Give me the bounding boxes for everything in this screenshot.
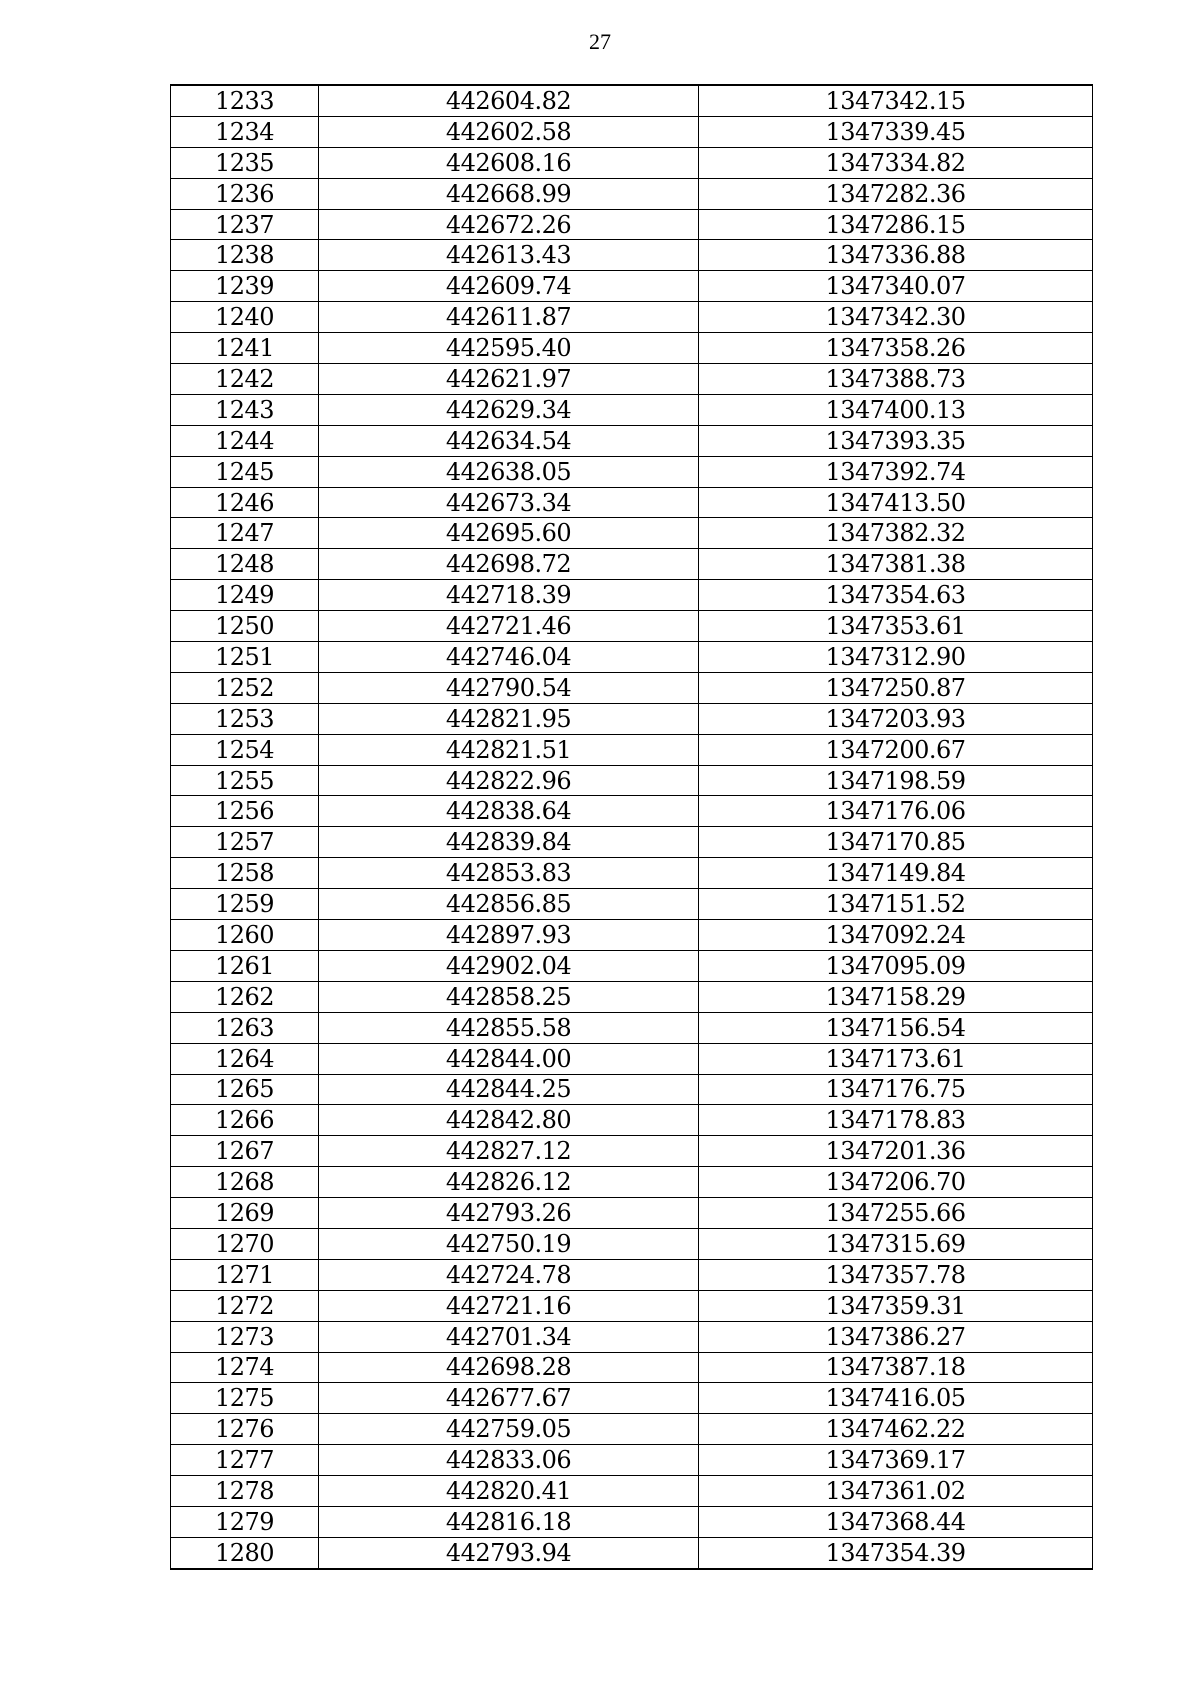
x-coordinate-cell: 442844.25	[319, 1074, 699, 1105]
table-row	[171, 178, 1093, 209]
x-coordinate-cell: 442602.58	[319, 116, 699, 147]
y-coordinate-cell: 1347173.61	[699, 1043, 1093, 1074]
point-number-cell: 1244	[171, 425, 319, 456]
x-coordinate-cell: 442595.40	[319, 333, 699, 364]
point-number-cell: 1241	[171, 333, 319, 364]
point-number-cell: 1265	[171, 1074, 319, 1105]
table-row	[171, 1167, 1093, 1198]
point-number-cell: 1237	[171, 209, 319, 240]
x-coordinate-cell: 442698.28	[319, 1352, 699, 1383]
table-row	[171, 1537, 1093, 1568]
point-number-cell: 1266	[171, 1105, 319, 1136]
table-row	[171, 1136, 1093, 1167]
table-row	[171, 364, 1093, 395]
x-coordinate-cell: 442844.00	[319, 1043, 699, 1074]
table-row	[171, 549, 1093, 580]
y-coordinate-cell: 1347386.27	[699, 1321, 1093, 1352]
table-row	[171, 1198, 1093, 1229]
x-coordinate-cell: 442853.83	[319, 858, 699, 889]
point-number-cell: 1279	[171, 1506, 319, 1537]
y-coordinate-cell: 1347149.84	[699, 858, 1093, 889]
table-row	[171, 1105, 1093, 1136]
table-row	[171, 1228, 1093, 1259]
point-number-cell: 1243	[171, 394, 319, 425]
table-row	[171, 85, 1093, 116]
y-coordinate-cell: 1347201.36	[699, 1136, 1093, 1167]
table-row	[171, 333, 1093, 364]
table-row	[171, 425, 1093, 456]
x-coordinate-cell: 442821.51	[319, 734, 699, 765]
x-coordinate-cell: 442793.26	[319, 1198, 699, 1229]
x-coordinate-cell: 442604.82	[319, 85, 699, 116]
y-coordinate-cell: 1347339.45	[699, 116, 1093, 147]
table-row	[171, 271, 1093, 302]
y-coordinate-cell: 1347381.38	[699, 549, 1093, 580]
x-coordinate-cell: 442718.39	[319, 580, 699, 611]
x-coordinate-cell: 442750.19	[319, 1228, 699, 1259]
point-number-cell: 1258	[171, 858, 319, 889]
point-number-cell: 1274	[171, 1352, 319, 1383]
table-row	[171, 1290, 1093, 1321]
point-number-cell: 1238	[171, 240, 319, 271]
table-row	[171, 1074, 1093, 1105]
y-coordinate-cell: 1347336.88	[699, 240, 1093, 271]
y-coordinate-cell: 1347203.93	[699, 703, 1093, 734]
table-row	[171, 1352, 1093, 1383]
point-number-cell: 1236	[171, 178, 319, 209]
y-coordinate-cell: 1347176.75	[699, 1074, 1093, 1105]
x-coordinate-cell: 442621.97	[319, 364, 699, 395]
point-number-cell: 1270	[171, 1228, 319, 1259]
table-row	[171, 1012, 1093, 1043]
table-row	[171, 240, 1093, 271]
y-coordinate-cell: 1347158.29	[699, 981, 1093, 1012]
x-coordinate-cell: 442790.54	[319, 672, 699, 703]
x-coordinate-cell: 442838.64	[319, 796, 699, 827]
y-coordinate-cell: 1347387.18	[699, 1352, 1093, 1383]
y-coordinate-cell: 1347151.52	[699, 889, 1093, 920]
point-number-cell: 1256	[171, 796, 319, 827]
x-coordinate-cell: 442672.26	[319, 209, 699, 240]
point-number-cell: 1261	[171, 950, 319, 981]
x-coordinate-cell: 442698.72	[319, 549, 699, 580]
x-coordinate-cell: 442721.16	[319, 1290, 699, 1321]
table-row	[171, 147, 1093, 178]
x-coordinate-cell: 442611.87	[319, 302, 699, 333]
table-row	[171, 1321, 1093, 1352]
x-coordinate-cell: 442793.94	[319, 1537, 699, 1568]
table-row	[171, 116, 1093, 147]
coordinates-table-body	[171, 85, 1093, 1569]
table-row	[171, 642, 1093, 673]
table-row	[171, 950, 1093, 981]
point-number-cell: 1264	[171, 1043, 319, 1074]
point-number-cell: 1273	[171, 1321, 319, 1352]
x-coordinate-cell: 442609.74	[319, 271, 699, 302]
point-number-cell: 1260	[171, 920, 319, 951]
x-coordinate-cell: 442842.80	[319, 1105, 699, 1136]
x-coordinate-cell: 442827.12	[319, 1136, 699, 1167]
y-coordinate-cell: 1347354.39	[699, 1537, 1093, 1568]
point-number-cell: 1246	[171, 487, 319, 518]
y-coordinate-cell: 1347342.15	[699, 85, 1093, 116]
y-coordinate-cell: 1347413.50	[699, 487, 1093, 518]
table-row	[171, 920, 1093, 951]
table-row	[171, 1383, 1093, 1414]
x-coordinate-cell: 442673.34	[319, 487, 699, 518]
y-coordinate-cell: 1347312.90	[699, 642, 1093, 673]
point-number-cell: 1263	[171, 1012, 319, 1043]
point-number-cell: 1240	[171, 302, 319, 333]
coordinates-table	[170, 84, 1093, 1570]
y-coordinate-cell: 1347382.32	[699, 518, 1093, 549]
point-number-cell: 1276	[171, 1414, 319, 1445]
table-row	[171, 1414, 1093, 1445]
point-number-cell: 1253	[171, 703, 319, 734]
table-row	[171, 1476, 1093, 1507]
x-coordinate-cell: 442820.41	[319, 1476, 699, 1507]
y-coordinate-cell: 1347286.15	[699, 209, 1093, 240]
table-row	[171, 1043, 1093, 1074]
x-coordinate-cell: 442858.25	[319, 981, 699, 1012]
x-coordinate-cell: 442613.43	[319, 240, 699, 271]
point-number-cell: 1262	[171, 981, 319, 1012]
x-coordinate-cell: 442695.60	[319, 518, 699, 549]
point-number-cell: 1259	[171, 889, 319, 920]
x-coordinate-cell: 442897.93	[319, 920, 699, 951]
y-coordinate-cell: 1347354.63	[699, 580, 1093, 611]
y-coordinate-cell: 1347340.07	[699, 271, 1093, 302]
point-number-cell: 1271	[171, 1259, 319, 1290]
page-number: 27	[589, 29, 611, 54]
y-coordinate-cell: 1347369.17	[699, 1445, 1093, 1476]
y-coordinate-cell: 1347206.70	[699, 1167, 1093, 1198]
x-coordinate-cell: 442668.99	[319, 178, 699, 209]
y-coordinate-cell: 1347393.35	[699, 425, 1093, 456]
table-row	[171, 981, 1093, 1012]
point-number-cell: 1257	[171, 827, 319, 858]
point-number-cell: 1233	[171, 85, 319, 116]
table-row	[171, 302, 1093, 333]
y-coordinate-cell: 1347353.61	[699, 611, 1093, 642]
point-number-cell: 1234	[171, 116, 319, 147]
table-row	[171, 734, 1093, 765]
y-coordinate-cell: 1347334.82	[699, 147, 1093, 178]
x-coordinate-cell: 442746.04	[319, 642, 699, 673]
y-coordinate-cell: 1347388.73	[699, 364, 1093, 395]
y-coordinate-cell: 1347178.83	[699, 1105, 1093, 1136]
table-row	[171, 1445, 1093, 1476]
x-coordinate-cell: 442634.54	[319, 425, 699, 456]
point-number-cell: 1275	[171, 1383, 319, 1414]
point-number-cell: 1280	[171, 1537, 319, 1568]
y-coordinate-cell: 1347156.54	[699, 1012, 1093, 1043]
point-number-cell: 1267	[171, 1136, 319, 1167]
x-coordinate-cell: 442638.05	[319, 456, 699, 487]
x-coordinate-cell: 442608.16	[319, 147, 699, 178]
table-row	[171, 487, 1093, 518]
table-row	[171, 827, 1093, 858]
point-number-cell: 1245	[171, 456, 319, 487]
point-number-cell: 1254	[171, 734, 319, 765]
y-coordinate-cell: 1347358.26	[699, 333, 1093, 364]
y-coordinate-cell: 1347392.74	[699, 456, 1093, 487]
y-coordinate-cell: 1347400.13	[699, 394, 1093, 425]
point-number-cell: 1272	[171, 1290, 319, 1321]
table-row	[171, 209, 1093, 240]
point-number-cell: 1247	[171, 518, 319, 549]
point-number-cell: 1250	[171, 611, 319, 642]
point-number-cell: 1269	[171, 1198, 319, 1229]
x-coordinate-cell: 442826.12	[319, 1167, 699, 1198]
table-row	[171, 456, 1093, 487]
point-number-cell: 1239	[171, 271, 319, 302]
y-coordinate-cell: 1347198.59	[699, 765, 1093, 796]
y-coordinate-cell: 1347250.87	[699, 672, 1093, 703]
x-coordinate-cell: 442677.67	[319, 1383, 699, 1414]
x-coordinate-cell: 442839.84	[319, 827, 699, 858]
table-row	[171, 1506, 1093, 1537]
x-coordinate-cell: 442821.95	[319, 703, 699, 734]
table-row	[171, 611, 1093, 642]
table-row	[171, 765, 1093, 796]
y-coordinate-cell: 1347361.02	[699, 1476, 1093, 1507]
y-coordinate-cell: 1347282.36	[699, 178, 1093, 209]
table-row	[171, 672, 1093, 703]
table-row	[171, 796, 1093, 827]
point-number-cell: 1249	[171, 580, 319, 611]
point-number-cell: 1252	[171, 672, 319, 703]
point-number-cell: 1255	[171, 765, 319, 796]
x-coordinate-cell: 442721.46	[319, 611, 699, 642]
table-row	[171, 858, 1093, 889]
y-coordinate-cell: 1347315.69	[699, 1228, 1093, 1259]
table-row	[171, 580, 1093, 611]
x-coordinate-cell: 442759.05	[319, 1414, 699, 1445]
point-number-cell: 1278	[171, 1476, 319, 1507]
y-coordinate-cell: 1347357.78	[699, 1259, 1093, 1290]
point-number-cell: 1248	[171, 549, 319, 580]
point-number-cell: 1251	[171, 642, 319, 673]
table-row	[171, 889, 1093, 920]
y-coordinate-cell: 1347095.09	[699, 950, 1093, 981]
table-row	[171, 1259, 1093, 1290]
y-coordinate-cell: 1347255.66	[699, 1198, 1093, 1229]
x-coordinate-cell: 442902.04	[319, 950, 699, 981]
y-coordinate-cell: 1347416.05	[699, 1383, 1093, 1414]
x-coordinate-cell: 442724.78	[319, 1259, 699, 1290]
y-coordinate-cell: 1347342.30	[699, 302, 1093, 333]
y-coordinate-cell: 1347359.31	[699, 1290, 1093, 1321]
x-coordinate-cell: 442822.96	[319, 765, 699, 796]
point-number-cell: 1242	[171, 364, 319, 395]
y-coordinate-cell: 1347462.22	[699, 1414, 1093, 1445]
table-row	[171, 703, 1093, 734]
x-coordinate-cell: 442856.85	[319, 889, 699, 920]
x-coordinate-cell: 442833.06	[319, 1445, 699, 1476]
x-coordinate-cell: 442629.34	[319, 394, 699, 425]
point-number-cell: 1235	[171, 147, 319, 178]
y-coordinate-cell: 1347368.44	[699, 1506, 1093, 1537]
x-coordinate-cell: 442701.34	[319, 1321, 699, 1352]
table-row	[171, 518, 1093, 549]
y-coordinate-cell: 1347176.06	[699, 796, 1093, 827]
table-row	[171, 394, 1093, 425]
x-coordinate-cell: 442855.58	[319, 1012, 699, 1043]
y-coordinate-cell: 1347092.24	[699, 920, 1093, 951]
y-coordinate-cell: 1347200.67	[699, 734, 1093, 765]
point-number-cell: 1268	[171, 1167, 319, 1198]
point-number-cell: 1277	[171, 1445, 319, 1476]
x-coordinate-cell: 442816.18	[319, 1506, 699, 1537]
y-coordinate-cell: 1347170.85	[699, 827, 1093, 858]
